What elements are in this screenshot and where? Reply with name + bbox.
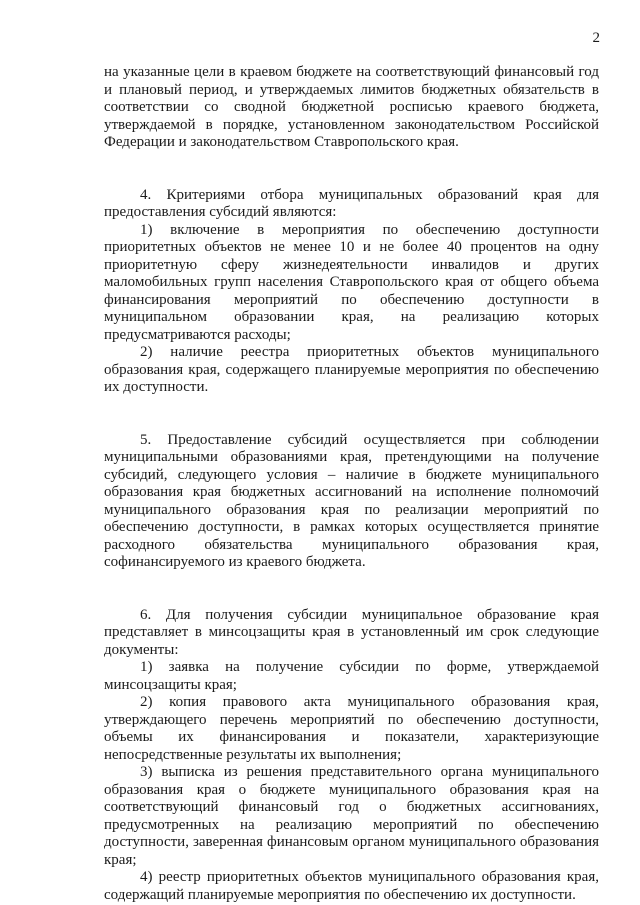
paragraph-section-6-item-3: 3) выписка из решения представительного органа муниципального образования края о бюджете муниципального образования края на соответствующий финансовый год о бюджетных ассигнованиях, предусмотренных на реализацию мероприятий по обеспечению доступности, заверенная финансовым органом муниципального образования края; (104, 764, 599, 868)
paragraph-section-4-item-1: 1) включение в мероприятия по обеспечению доступности приоритетных объектов не менее 10 и не более 40 процентов на одну приоритетную сферу жизнедеятельности инвалидов и других маломобильных групп населения Ставропольского края от общего объема финансирования мероприятий по обеспечению доступности в муниципальном образовании края, на реализацию которых предусматриваются расходы; (104, 221, 599, 343)
paragraph-section-5: 5. Предоставление субсидий осуществляется при соблюдении муниципальными образованиями края, претендующими на получение субсидий, следующего условия – наличие в бюджете муниципального образования края бюджетных ассигнований на исполнение полномочий муниципального образования края по реализации мероприятий по обеспечению доступности, в рамках которых осуществляется принятие расходного обязательства муниципального образования края, софинансируемого из краевого бюджета. (104, 431, 599, 570)
paragraph-section-6-item-2: 2) копия правового акта муниципального образования края, утверждающего перечень мероприятий по обеспечению доступности, объемы их финансирования и показатели, характеризующие непосредственные результаты их выполнения; (104, 694, 599, 763)
document-body (104, 64, 599, 904)
paragraph-continuation: на указанные цели в краевом бюджете на соответствующий финансовый год и плановый период, и утверждаемых лимитов бюджетных обязательств в соответствии со сводной бюджетной росписью краевого бюджета, утверждаемой в порядке, установленном законодательством Российской Федерации и законодательством Ставропольского края. (104, 64, 599, 150)
paragraph-section-4: 4. Критериями отбора муниципальных образований края для предоставления субсидий являются: (104, 186, 599, 220)
page-number: 2 (592, 30, 600, 46)
paragraph-section-4-item-2: 2) наличие реестра приоритетных объектов муниципального образования края, содержащего планируемые мероприятия по обеспечению их доступности. (104, 344, 599, 395)
paragraph-section-6-item-1: 1) заявка на получение субсидии по форме, утверждаемой минсоцзащиты края; (104, 659, 599, 693)
paragraph-section-6: 6. Для получения субсидии муниципальное образование края представляет в минсоцзащиты края в установленный им срок следующие документы: (104, 606, 599, 658)
paragraph-section-6-item-4: 4) реестр приоритетных объектов муниципального образования края, содержащий планируемые мероприятия по обеспечению их доступности. (104, 869, 599, 903)
